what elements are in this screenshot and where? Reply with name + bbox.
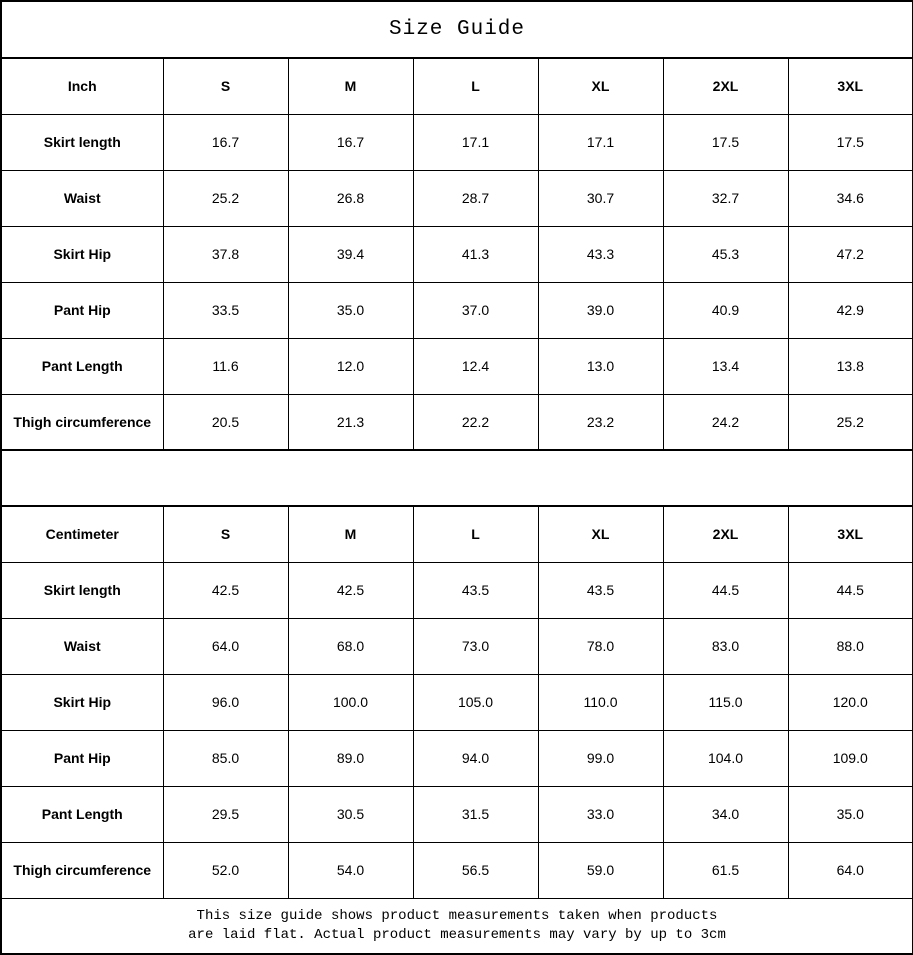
measurement-cell: 59.0 — [538, 842, 663, 898]
measurement-cell: 42.5 — [163, 562, 288, 618]
table-row-inch-pant-hip — [1, 282, 913, 338]
size-header-3xl: 3XL — [788, 506, 913, 562]
measurement-cell: 109.0 — [788, 730, 913, 786]
table-row-inch-skirt-hip — [1, 226, 913, 282]
measurement-cell: 37.0 — [413, 282, 538, 338]
measurement-cell: 34.0 — [663, 786, 788, 842]
measurement-cell: 110.0 — [538, 674, 663, 730]
measurement-cell: 39.0 — [538, 282, 663, 338]
measurement-cell: 44.5 — [663, 562, 788, 618]
measurement-cell: 94.0 — [413, 730, 538, 786]
measurement-cell: 47.2 — [788, 226, 913, 282]
table-row-inch-skirt-length — [1, 114, 913, 170]
measurement-cell: 54.0 — [288, 842, 413, 898]
measurement-cell: 25.2 — [163, 170, 288, 226]
spacer-row — [1, 450, 913, 506]
measurement-cell: 99.0 — [538, 730, 663, 786]
row-label: Pant Length — [1, 338, 163, 394]
size-header-xl: XL — [538, 58, 663, 114]
table-row-cm-thigh — [1, 842, 913, 898]
inch-header-row — [1, 58, 913, 114]
measurement-cell: 37.8 — [163, 226, 288, 282]
measurement-cell: 24.2 — [663, 394, 788, 450]
table-row-inch-pant-length — [1, 338, 913, 394]
size-header-s: S — [163, 506, 288, 562]
measurement-cell: 13.8 — [788, 338, 913, 394]
cm-header-row — [1, 506, 913, 562]
unit-header-inch: Inch — [1, 58, 163, 114]
measurement-cell: 33.5 — [163, 282, 288, 338]
measurement-cell: 34.6 — [788, 170, 913, 226]
row-label: Skirt Hip — [1, 674, 163, 730]
table-row-cm-pant-hip — [1, 730, 913, 786]
table-row-inch-waist — [1, 170, 913, 226]
row-label: Thigh circumference — [1, 842, 163, 898]
measurement-cell: 52.0 — [163, 842, 288, 898]
row-label: Skirt Hip — [1, 226, 163, 282]
measurement-cell: 42.9 — [788, 282, 913, 338]
table-row-cm-pant-length — [1, 786, 913, 842]
row-label: Waist — [1, 618, 163, 674]
measurement-cell: 43.5 — [413, 562, 538, 618]
size-header-xl: XL — [538, 506, 663, 562]
measurement-cell: 16.7 — [288, 114, 413, 170]
measurement-cell: 13.0 — [538, 338, 663, 394]
row-label: Thigh circumference — [1, 394, 163, 450]
size-header-m: M — [288, 506, 413, 562]
measurement-cell: 32.7 — [663, 170, 788, 226]
measurement-cell: 39.4 — [288, 226, 413, 282]
measurement-cell: 28.7 — [413, 170, 538, 226]
measurement-cell: 83.0 — [663, 618, 788, 674]
measurement-cell: 20.5 — [163, 394, 288, 450]
measurement-cell: 41.3 — [413, 226, 538, 282]
measurement-cell: 12.4 — [413, 338, 538, 394]
measurement-cell: 64.0 — [163, 618, 288, 674]
measurement-cell: 43.5 — [538, 562, 663, 618]
row-label: Skirt length — [1, 562, 163, 618]
measurement-cell: 88.0 — [788, 618, 913, 674]
measurement-cell: 21.3 — [288, 394, 413, 450]
measurement-cell: 40.9 — [663, 282, 788, 338]
size-header-3xl: 3XL — [788, 58, 913, 114]
size-header-2xl: 2XL — [663, 58, 788, 114]
measurement-cell: 42.5 — [288, 562, 413, 618]
measurement-cell: 115.0 — [663, 674, 788, 730]
measurement-cell: 30.7 — [538, 170, 663, 226]
table-row-cm-skirt-length — [1, 562, 913, 618]
size-header-m: M — [288, 58, 413, 114]
measurement-cell: 35.0 — [788, 786, 913, 842]
measurement-cell: 73.0 — [413, 618, 538, 674]
row-label: Waist — [1, 170, 163, 226]
title-row — [1, 1, 913, 58]
table-spacer — [1, 450, 913, 506]
measurement-cell: 85.0 — [163, 730, 288, 786]
measurement-cell: 30.5 — [288, 786, 413, 842]
size-header-l: L — [413, 58, 538, 114]
measurement-cell: 43.3 — [538, 226, 663, 282]
measurement-cell: 105.0 — [413, 674, 538, 730]
measurement-cell: 61.5 — [663, 842, 788, 898]
measurement-cell: 33.0 — [538, 786, 663, 842]
measurement-cell: 45.3 — [663, 226, 788, 282]
measurement-cell: 78.0 — [538, 618, 663, 674]
measurement-cell: 23.2 — [538, 394, 663, 450]
unit-header-centimeter: Centimeter — [1, 506, 163, 562]
footer-line-1: This size guide shows product measurements taken when products — [196, 907, 718, 924]
measurement-cell: 104.0 — [663, 730, 788, 786]
footer-line-2: are laid flat. Actual product measurements may vary by up to 3cm — [188, 926, 726, 943]
measurement-cell: 64.0 — [788, 842, 913, 898]
size-header-l: L — [413, 506, 538, 562]
measurement-cell: 31.5 — [413, 786, 538, 842]
measurement-cell: 16.7 — [163, 114, 288, 170]
footer-row — [1, 898, 913, 954]
footer-note — [1, 898, 913, 954]
row-label: Pant Hip — [1, 282, 163, 338]
size-header-2xl: 2XL — [663, 506, 788, 562]
measurement-cell: 68.0 — [288, 618, 413, 674]
row-label: Pant Hip — [1, 730, 163, 786]
measurement-cell: 96.0 — [163, 674, 288, 730]
table-row-cm-waist — [1, 618, 913, 674]
measurement-cell: 26.8 — [288, 170, 413, 226]
measurement-cell: 100.0 — [288, 674, 413, 730]
measurement-cell: 29.5 — [163, 786, 288, 842]
row-label: Pant Length — [1, 786, 163, 842]
measurement-cell: 17.1 — [413, 114, 538, 170]
size-guide-title: Size Guide — [1, 1, 913, 58]
measurement-cell: 35.0 — [288, 282, 413, 338]
measurement-cell: 11.6 — [163, 338, 288, 394]
size-header-s: S — [163, 58, 288, 114]
table-row-cm-skirt-hip — [1, 674, 913, 730]
measurement-cell: 17.5 — [663, 114, 788, 170]
measurement-cell: 44.5 — [788, 562, 913, 618]
measurement-cell: 17.1 — [538, 114, 663, 170]
measurement-cell: 12.0 — [288, 338, 413, 394]
measurement-cell: 22.2 — [413, 394, 538, 450]
measurement-cell: 120.0 — [788, 674, 913, 730]
measurement-cell: 17.5 — [788, 114, 913, 170]
measurement-cell: 13.4 — [663, 338, 788, 394]
measurement-cell: 89.0 — [288, 730, 413, 786]
measurement-cell: 25.2 — [788, 394, 913, 450]
row-label: Skirt length — [1, 114, 163, 170]
table-row-inch-thigh — [1, 394, 913, 450]
measurement-cell: 56.5 — [413, 842, 538, 898]
